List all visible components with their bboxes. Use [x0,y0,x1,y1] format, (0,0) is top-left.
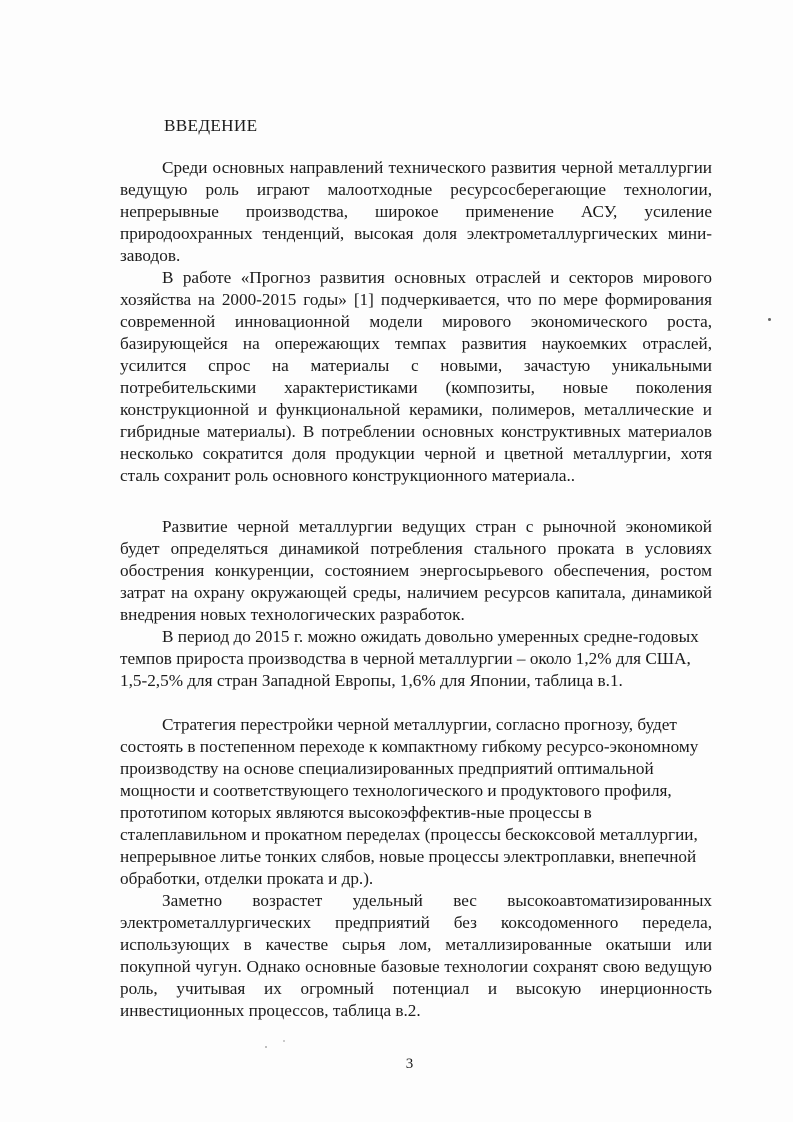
paragraph-1: Среди основных направлений технического развития черной металлургии ведущую роль играют малоотходные ресурсосберегающие технологии, непрерывные производства, широкое применение АСУ, усиление природоохранных тенденций, высокая доля электрометаллургических мини-заводов. [120,158,712,265]
paragraph-4: В период до 2015 г. можно ожидать довольно умеренных средне-годовых темпов прироста производства в черной металлургии – около 1,2% для США, 1,5-2,5% для стран Западной Европы, 1,6% для Японии, таблица в.1. [120,627,699,690]
paragraph-6: Заметно возрастет удельный вес высокоавтоматизированных электрометаллургических предприятий без коксодоменного передела, использующих в качестве сырья лом, металлизированные окатыши или покупной чугун. Однако основные базовые технологии сохранят свою ведущую роль, учитывая их огромный потенциал и высокую инерционность инвестиционных процессов, таблица в.2. [120,891,712,1020]
page-number: 3 [405,1056,414,1072]
body-text-2 [120,267,712,487]
body-text-4 [120,626,712,692]
scan-speck [768,318,771,321]
paragraph-5: Стратегия перестройки черной металлургии, согласно прогнозу, будет состоять в постепенном переходе к компактному гибкому ресурсо-экономному производству на основе специализированных предприятий оптимальной мощности и соответствующего технологического и продуктового профиля, прототипом которых являются высокоэффектив-ные процессы в сталеплавильном и прокатном переделах (процессы бескоксовой металлургии, непрерывное литье тонких слябов, новые процессы электроплавки, внепечной обработки, отделки проката и др.). [120,715,699,888]
scan-speck [283,1040,285,1042]
body-text [120,157,712,267]
body-text-3 [120,516,712,626]
body-text-5 [120,714,712,890]
scan-speck [265,1046,267,1048]
paragraph-2: В работе «Прогноз развития основных отраслей и секторов мирового хозяйства на 2000-2015 годы» [1] подчеркивается, что по мере формирования современной инновационной модели мирового экономического роста, базирующейся на опережающих темпах развития наукоемких отраслей, усилится спрос на материалы с новыми, зачастую уникальными потребительскими характеристиками (композиты, новые поколения конструкционной и функциональной керамики, полимеров, металлические и гибридные материалы). В потреблении основных конструктивных материалов несколько сократится доля продукции черной и цветной металлургии, хотя сталь сохранит роль основного конструкционного материала.. [120,268,712,485]
paragraph-3: Развитие черной металлургии ведущих стран с рыночной экономикой будет определяться динамикой потребления стального проката в условиях обострения конкуренции, состоянием энергосырьевого обеспечения, ростом затрат на охрану окружающей среды, наличием ресурсов капитала, динамикой внедрения новых технологических разработок. [120,517,712,624]
body-text-6 [120,890,712,1022]
section-heading: ВВЕДЕНИЕ [164,116,258,135]
